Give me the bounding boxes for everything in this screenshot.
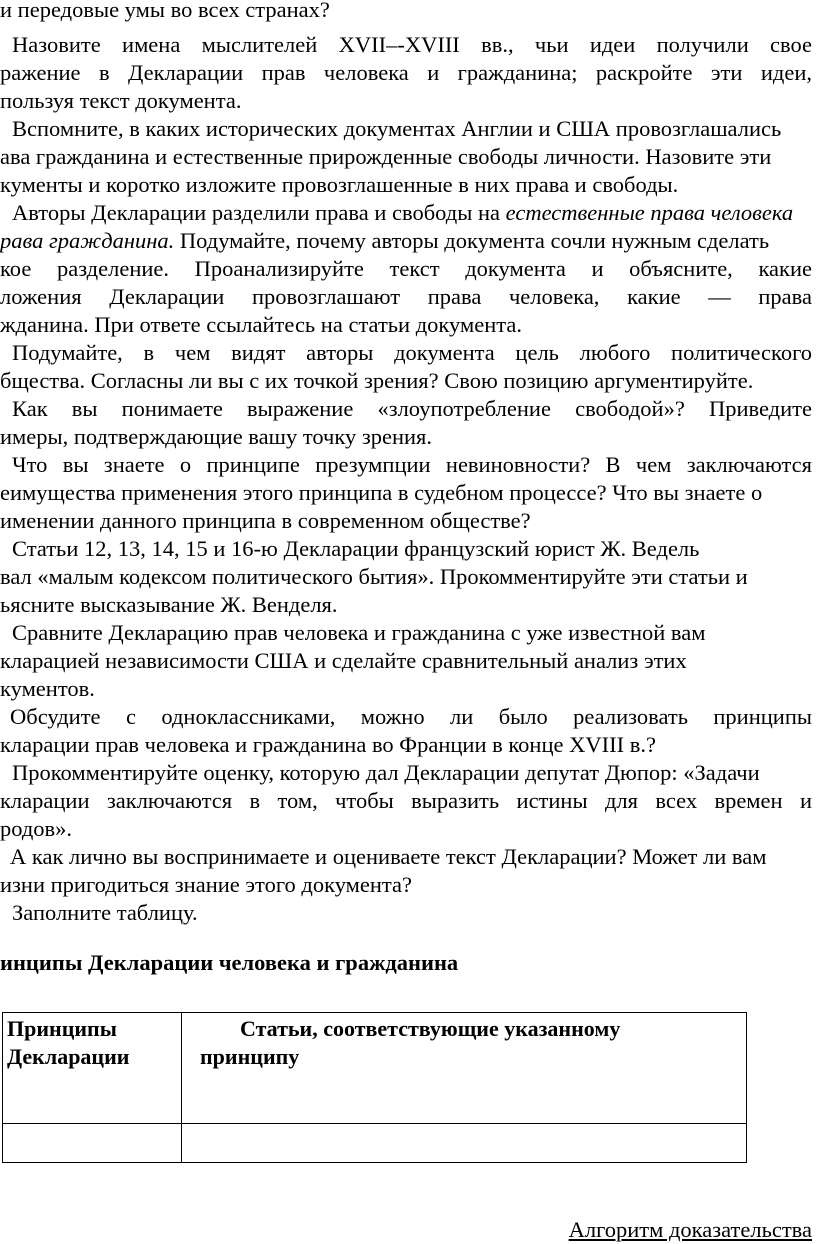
text-line: Назовите имена мыслителей XVII–-XVIII вв., чьи идеи получили свое [12,32,812,57]
table-cell-empty[interactable] [3,1124,182,1163]
text-line: кументов. [0,676,95,701]
text-line: Статьи 12, 13, 14, 15 и 16-ю Декларации французский юрист Ж. Ведель [12,536,700,561]
text-line: пользуя текст документа. [0,88,242,113]
text-line: именении данного принципа в современном обществе? [0,508,531,533]
header-text: Статьи, соответствующие указанному [240,1016,621,1041]
text-line: Прокомментируйте оценку, которую дал Декларации депутат Дюпор: «Задачи [12,760,760,785]
text-line: еимущества применения этого принципа в судебном процессе? Что вы знаете о [0,480,763,505]
table-header-articles [182,1013,747,1124]
text-run: Подумайте, почему авторы документа сочли нужным сделать [174,228,770,253]
text-line: Что вы знаете о принципе презумпции невиновности? В чем заключаются [12,452,812,477]
text-line: кларацией независимости США и сделайте сравнительный анализ этих [0,648,687,673]
text-line: бщества. Согласны ли вы с их точкой зрения? Свою позицию аргументируйте. [0,368,754,393]
text-line: кументы и коротко изложите провозглашенные в них права и свободы. [0,172,679,197]
text-line: Подумайте, в чем видят авторы документа цель любого политического [12,340,812,365]
text-line: Обсудите с одноклассниками, можно ли было реализовать принципы [10,704,812,729]
text-line: кое разделение. Проанализируйте текст документа и объясните, какие [0,256,812,281]
principles-table [2,1012,747,1163]
text-line: жданина. При ответе ссылайтесь на статьи документа. [0,312,522,337]
text-line: Вспомните, в каких исторических документах Англии и США провозглашались [12,116,782,141]
text-line: Сравните Декларацию прав человека и гражданина с уже известной вам [12,620,706,645]
table-heading: инципы Декларации человека и гражданина [0,950,459,975]
text-line: Как вы понимаете выражение «злоупотребление свободой»? Приведите [12,396,812,421]
header-text: принципу [200,1044,300,1069]
text-line: и передовые умы во всех странах? [0,0,330,22]
emphasis-text: рава гражданина. [0,228,175,253]
text-line: ражение в Декларации прав человека и гражданина; раскройте эти идеи, [0,60,812,85]
text-line [12,199,816,227]
footer-link[interactable]: Алгоритм доказательства [568,1217,812,1242]
emphasis-text: естественные права человека [505,200,794,225]
table-header-principles [3,1013,182,1124]
text-line: изни пригодиться знание этого документа? [0,872,412,897]
table-row [3,1124,747,1163]
text-line: Заполните таблицу. [12,900,198,925]
text-line: родов». [0,816,73,841]
text-line: вал «малым кодексом политического бытия». Прокомментируйте эти статьи и [0,564,748,589]
text-line: ложения Декларации провозглашают права человека, какие — права [0,284,812,309]
text-line: кларации прав человека и гражданина во Франции в конце XVIII в.? [0,732,656,757]
header-text: Декларации [7,1044,130,1069]
text-run: Авторы Декларации разделили права и свободы на [12,200,501,225]
text-line: имеры, подтверждающие вашу точку зрения. [0,424,433,449]
text-line: ьясните высказывание Ж. Венделя. [0,592,338,617]
text-line: А как лично вы воспринимаете и оцениваете текст Декларации? Может ли вам [10,844,767,869]
header-text: Принципы [7,1016,117,1041]
text-line [0,227,816,255]
text-line: кларации заключаются в том, чтобы выразить истины для всех времен и [0,788,812,813]
table-cell-empty[interactable] [182,1124,747,1163]
text-line: ава гражданина и естественные прирожденные свободы личности. Назовите эти [0,144,772,169]
